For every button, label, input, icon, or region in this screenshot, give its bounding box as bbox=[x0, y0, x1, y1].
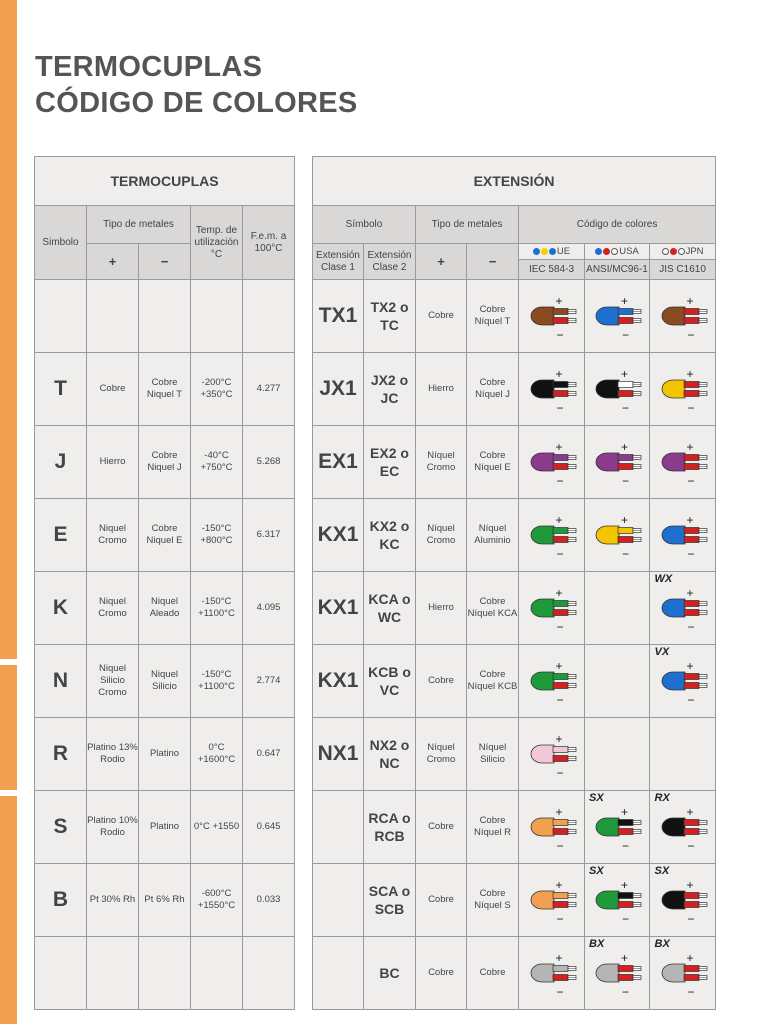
positive-metal-cell: Niquel Cromo bbox=[87, 572, 139, 645]
color-code-cell-jpn bbox=[650, 937, 716, 1010]
temperature-cell: -600°C +1550°C bbox=[191, 864, 243, 937]
cable-type-tag: SX bbox=[654, 865, 670, 877]
positive-sign: + bbox=[686, 951, 694, 965]
class-1-symbol-cell: NX1 bbox=[313, 718, 364, 791]
ext-negative-metal-cell: Cobre Níquel J bbox=[467, 353, 519, 426]
cable-icon bbox=[520, 573, 584, 643]
color-code-cell-usa bbox=[585, 937, 650, 1010]
color-code-cell-ue bbox=[519, 426, 585, 499]
negative-sign: − bbox=[622, 474, 630, 488]
color-code-cell-ue bbox=[519, 937, 585, 1010]
color-code-cell-usa bbox=[585, 426, 650, 499]
legend-usa bbox=[585, 244, 650, 260]
emf-cell: 0.033 bbox=[243, 864, 295, 937]
positive-metal-cell: Pt 30% Rh bbox=[87, 864, 139, 937]
legend-dot-icon bbox=[670, 248, 677, 255]
color-code-cell-jpn bbox=[650, 645, 716, 718]
symbol-cell: E bbox=[35, 499, 87, 572]
positive-sign: + bbox=[555, 367, 563, 381]
thermocouple-table bbox=[34, 156, 295, 1010]
legend-dot-icon bbox=[611, 248, 618, 255]
cable-type-tag: WX bbox=[654, 573, 673, 585]
color-code-cell-jpn bbox=[650, 499, 716, 572]
thermocouple-row bbox=[35, 645, 295, 718]
emf-cell: 4.095 bbox=[243, 572, 295, 645]
col-header-negative: − bbox=[139, 244, 191, 280]
color-code-cell-ue bbox=[519, 572, 585, 645]
negative-metal-cell: Pt 6% Rh bbox=[139, 864, 191, 937]
ext-positive-metal-cell: Cobre bbox=[416, 645, 467, 718]
color-code-cell-jpn bbox=[650, 791, 716, 864]
positive-sign: + bbox=[686, 367, 694, 381]
negative-metal-cell: Niquel Aleado bbox=[139, 572, 191, 645]
negative-sign: − bbox=[556, 547, 564, 561]
thermocouple-row bbox=[35, 791, 295, 864]
cable-type-tag: VX bbox=[654, 646, 670, 658]
ext-positive-metal-cell: Níquel Cromo bbox=[416, 499, 467, 572]
thermocouple-row bbox=[35, 499, 295, 572]
cable-color-sample bbox=[585, 500, 649, 570]
color-code-cell-jpn bbox=[650, 572, 716, 645]
ext-col-header-metal-type: Tipo de metales bbox=[416, 206, 519, 244]
cable-color-sample bbox=[520, 865, 584, 935]
thermocouple-row bbox=[35, 718, 295, 791]
negative-sign: − bbox=[556, 328, 564, 342]
positive-sign: + bbox=[555, 951, 563, 965]
cable-color-sample bbox=[651, 281, 715, 351]
negative-sign: − bbox=[622, 839, 630, 853]
legend-dot-icon bbox=[549, 248, 556, 255]
class-2-symbol-cell: KCA o WC bbox=[364, 572, 416, 645]
legend-dot-icon bbox=[678, 248, 685, 255]
cable-icon bbox=[520, 719, 584, 789]
negative-sign: − bbox=[622, 401, 630, 415]
extension-row bbox=[313, 572, 716, 645]
positive-sign: + bbox=[621, 805, 629, 819]
ext-positive-metal-cell: Níquel Cromo bbox=[416, 426, 467, 499]
negative-metal-cell: Platino bbox=[139, 791, 191, 864]
cable-color-sample bbox=[520, 573, 584, 643]
ext-col-header-color-code: Código de colores bbox=[519, 206, 716, 244]
positive-metal-cell: Platino 10% Rodio bbox=[87, 791, 139, 864]
positive-sign: + bbox=[555, 659, 563, 673]
extension-table bbox=[312, 156, 716, 1010]
positive-sign: + bbox=[621, 513, 629, 527]
positive-sign: + bbox=[686, 586, 694, 600]
negative-sign: − bbox=[687, 985, 695, 999]
negative-sign: − bbox=[556, 401, 564, 415]
class-2-symbol-cell: SCA o SCB bbox=[364, 864, 416, 937]
cable-color-sample bbox=[585, 427, 649, 497]
negative-sign: − bbox=[687, 401, 695, 415]
ext-negative-metal-cell: Cobre Níquel KCB bbox=[467, 645, 519, 718]
cable-type-tag: RX bbox=[654, 792, 670, 804]
negative-metal-cell bbox=[139, 280, 191, 353]
positive-metal-cell bbox=[87, 280, 139, 353]
positive-sign: + bbox=[621, 878, 629, 892]
ext-col-header-symbol: Símbolo bbox=[313, 206, 416, 244]
extension-row bbox=[313, 718, 716, 791]
negative-sign: − bbox=[687, 693, 695, 707]
positive-sign: + bbox=[686, 659, 694, 673]
ext-negative-metal-cell: Níquel Aluminio bbox=[467, 499, 519, 572]
color-code-cell-ue bbox=[519, 718, 585, 791]
symbol-cell: K bbox=[35, 572, 87, 645]
temperature-cell: -200°C +350°C bbox=[191, 353, 243, 426]
col-header-emf: F.e.m. a 100°C bbox=[243, 206, 295, 280]
class-2-symbol-cell: KCB o VC bbox=[364, 645, 416, 718]
color-code-cell-jpn bbox=[650, 718, 716, 791]
symbol-cell: T bbox=[35, 353, 87, 426]
negative-sign: − bbox=[622, 912, 630, 926]
color-code-cell-usa bbox=[585, 864, 650, 937]
thermocouple-row bbox=[35, 353, 295, 426]
color-code-cell-ue bbox=[519, 864, 585, 937]
negative-sign: − bbox=[556, 474, 564, 488]
class-2-symbol-cell: BC bbox=[364, 937, 416, 1010]
positive-sign: + bbox=[555, 732, 563, 746]
cable-color-sample bbox=[520, 281, 584, 351]
cable-color-sample bbox=[520, 792, 584, 862]
standard-iec: IEC 584-3 bbox=[519, 260, 585, 280]
cable-color-sample bbox=[651, 573, 715, 643]
color-code-cell-usa bbox=[585, 572, 650, 645]
positive-sign: + bbox=[555, 440, 563, 454]
emf-cell: 5.268 bbox=[243, 426, 295, 499]
extension-row bbox=[313, 791, 716, 864]
symbol-cell: J bbox=[35, 426, 87, 499]
positive-sign: + bbox=[555, 805, 563, 819]
symbol-cell bbox=[35, 937, 87, 1010]
color-code-cell-ue bbox=[519, 499, 585, 572]
temperature-cell: -40°C +750°C bbox=[191, 426, 243, 499]
side-accent-gap-bottom bbox=[0, 790, 17, 796]
negative-sign: − bbox=[622, 328, 630, 342]
cable-icon bbox=[585, 500, 649, 570]
col-header-metal-type: Tipo de metales bbox=[87, 206, 191, 244]
color-code-cell-usa bbox=[585, 645, 650, 718]
standard-ansi: ANSI/MC96-1 bbox=[585, 260, 650, 280]
extension-row bbox=[313, 426, 716, 499]
class-2-symbol-cell: RCA o RCB bbox=[364, 791, 416, 864]
legend-dot-icon bbox=[541, 248, 548, 255]
temperature-cell: -150°C +800°C bbox=[191, 499, 243, 572]
ext-negative-metal-cell: Cobre Níquel T bbox=[467, 280, 519, 353]
thermocouple-row bbox=[35, 572, 295, 645]
symbol-cell: N bbox=[35, 645, 87, 718]
extension-row bbox=[313, 864, 716, 937]
positive-sign: + bbox=[686, 805, 694, 819]
class-2-symbol-cell: EX2 o EC bbox=[364, 426, 416, 499]
cable-icon bbox=[651, 354, 715, 424]
legend-ue bbox=[519, 244, 585, 260]
ext-col-header-negative: − bbox=[467, 244, 519, 280]
temperature-cell bbox=[191, 280, 243, 353]
cable-icon bbox=[520, 646, 584, 716]
cable-icon bbox=[520, 427, 584, 497]
positive-metal-cell: Niquel Cromo bbox=[87, 499, 139, 572]
negative-sign: − bbox=[622, 547, 630, 561]
cable-color-sample bbox=[585, 938, 649, 1008]
ext-negative-metal-cell: Cobre Níquel S bbox=[467, 864, 519, 937]
class-1-symbol-cell bbox=[313, 937, 364, 1010]
negative-sign: − bbox=[556, 912, 564, 926]
ext-negative-metal-cell: Níquel Silicio bbox=[467, 718, 519, 791]
emf-cell: 2.774 bbox=[243, 645, 295, 718]
color-code-cell-usa bbox=[585, 499, 650, 572]
title-line-1: TERMOCUPLAS bbox=[35, 51, 263, 83]
negative-sign: − bbox=[556, 839, 564, 853]
negative-sign: − bbox=[622, 985, 630, 999]
class-2-symbol-cell: NX2 o NC bbox=[364, 718, 416, 791]
cable-icon bbox=[520, 865, 584, 935]
positive-sign: + bbox=[686, 513, 694, 527]
emf-cell bbox=[243, 280, 295, 353]
symbol-cell: S bbox=[35, 791, 87, 864]
side-accent-bar bbox=[0, 0, 17, 1024]
cable-icon bbox=[520, 354, 584, 424]
color-code-cell-usa bbox=[585, 791, 650, 864]
cable-type-tag: BX bbox=[589, 938, 605, 950]
ext-negative-metal-cell: Cobre Níquel R bbox=[467, 791, 519, 864]
legend-label: JPN bbox=[685, 246, 704, 257]
cable-color-sample bbox=[520, 354, 584, 424]
page-title bbox=[35, 49, 358, 121]
positive-sign: + bbox=[686, 294, 694, 308]
negative-sign: − bbox=[687, 620, 695, 634]
cable-color-sample bbox=[651, 792, 715, 862]
cable-icon bbox=[585, 354, 649, 424]
cable-type-tag: SX bbox=[589, 792, 604, 804]
class-2-symbol-cell: KX2 o KC bbox=[364, 499, 416, 572]
emf-cell: 4.277 bbox=[243, 353, 295, 426]
temperature-cell bbox=[191, 937, 243, 1010]
col-header-symbol: Simbolo bbox=[35, 206, 87, 280]
color-code-cell-ue bbox=[519, 791, 585, 864]
ext-positive-metal-cell: Cobre bbox=[416, 280, 467, 353]
emf-cell: 6.317 bbox=[243, 499, 295, 572]
extension-row bbox=[313, 937, 716, 1010]
thermocouple-row bbox=[35, 937, 295, 1010]
positive-sign: + bbox=[686, 440, 694, 454]
temperature-cell: -150°C +1100°C bbox=[191, 645, 243, 718]
negative-metal-cell: Cobre Niquel E bbox=[139, 499, 191, 572]
cable-icon bbox=[651, 427, 715, 497]
cable-type-tag: SX bbox=[589, 865, 604, 877]
cable-color-sample bbox=[520, 646, 584, 716]
cable-color-sample bbox=[585, 281, 649, 351]
positive-sign: + bbox=[555, 513, 563, 527]
symbol-cell: B bbox=[35, 864, 87, 937]
positive-sign: + bbox=[621, 951, 629, 965]
temperature-cell: 0°C +1600°C bbox=[191, 718, 243, 791]
cable-icon bbox=[585, 281, 649, 351]
color-code-cell-jpn bbox=[650, 353, 716, 426]
thermocouple-table-heading: TERMOCUPLAS bbox=[35, 157, 295, 206]
cable-icon bbox=[520, 792, 584, 862]
ext-positive-metal-cell: Cobre bbox=[416, 791, 467, 864]
col-header-positive: + bbox=[87, 244, 139, 280]
extension-row bbox=[313, 499, 716, 572]
cable-color-sample bbox=[651, 354, 715, 424]
positive-sign: + bbox=[621, 440, 629, 454]
ext-col-header-class-2: Extensión Clase 2 bbox=[364, 244, 416, 280]
extension-row bbox=[313, 353, 716, 426]
negative-metal-cell: Niquel Silicio bbox=[139, 645, 191, 718]
cable-color-sample bbox=[520, 500, 584, 570]
class-1-symbol-cell bbox=[313, 791, 364, 864]
cable-icon bbox=[651, 281, 715, 351]
negative-sign: − bbox=[687, 328, 695, 342]
title-line-2: CÓDIGO DE COLORES bbox=[35, 87, 358, 119]
legend-dot-icon bbox=[603, 248, 610, 255]
cable-icon bbox=[520, 281, 584, 351]
extension-row bbox=[313, 280, 716, 353]
legend-dot-icon bbox=[595, 248, 602, 255]
positive-metal-cell bbox=[87, 937, 139, 1010]
color-code-cell-ue bbox=[519, 280, 585, 353]
positive-sign: + bbox=[621, 367, 629, 381]
ext-positive-metal-cell: Hierro bbox=[416, 572, 467, 645]
negative-sign: − bbox=[687, 547, 695, 561]
positive-sign: + bbox=[555, 294, 563, 308]
color-code-cell-usa bbox=[585, 718, 650, 791]
ext-positive-metal-cell: Níquel Cromo bbox=[416, 718, 467, 791]
positive-metal-cell: Niquel Silicio Cromo bbox=[87, 645, 139, 718]
negative-metal-cell bbox=[139, 937, 191, 1010]
cable-color-sample bbox=[585, 354, 649, 424]
temperature-cell: -150°C +1100°C bbox=[191, 572, 243, 645]
negative-sign: − bbox=[556, 985, 564, 999]
legend-jpn bbox=[650, 244, 716, 260]
legend-label: UE bbox=[556, 246, 571, 257]
class-1-symbol-cell: EX1 bbox=[313, 426, 364, 499]
legend-label: USA bbox=[619, 246, 639, 257]
class-1-symbol-cell bbox=[313, 864, 364, 937]
cable-icon bbox=[585, 427, 649, 497]
class-1-symbol-cell: KX1 bbox=[313, 572, 364, 645]
thermocouple-row bbox=[35, 864, 295, 937]
symbol-cell bbox=[35, 280, 87, 353]
legend-dot-icon bbox=[533, 248, 540, 255]
ext-col-header-class-1: Extensión Clase 1 bbox=[313, 244, 364, 280]
ext-positive-metal-cell: Hierro bbox=[416, 353, 467, 426]
emf-cell: 0.647 bbox=[243, 718, 295, 791]
cable-color-sample bbox=[520, 938, 584, 1008]
cable-color-sample bbox=[520, 719, 584, 789]
color-code-cell-jpn bbox=[650, 864, 716, 937]
standard-jis: JIS C1610 bbox=[650, 260, 716, 280]
cable-type-tag: BX bbox=[654, 938, 670, 950]
ext-positive-metal-cell: Cobre bbox=[416, 937, 467, 1010]
col-header-temperature: Temp. de utilización °C bbox=[191, 206, 243, 280]
negative-sign: − bbox=[687, 839, 695, 853]
cable-color-sample bbox=[651, 427, 715, 497]
class-1-symbol-cell: TX1 bbox=[313, 280, 364, 353]
ext-negative-metal-cell: Cobre Níquel E bbox=[467, 426, 519, 499]
positive-sign: + bbox=[555, 878, 563, 892]
positive-metal-cell: Cobre bbox=[87, 353, 139, 426]
color-code-cell-jpn bbox=[650, 426, 716, 499]
class-1-symbol-cell: JX1 bbox=[313, 353, 364, 426]
thermocouple-row bbox=[35, 426, 295, 499]
cable-color-sample bbox=[585, 865, 649, 935]
extension-table-heading: EXTENSIÓN bbox=[313, 157, 716, 206]
positive-sign: + bbox=[555, 586, 563, 600]
negative-metal-cell: Cobre Niquel J bbox=[139, 426, 191, 499]
negative-sign: − bbox=[687, 474, 695, 488]
cable-icon bbox=[520, 500, 584, 570]
ext-positive-metal-cell: Cobre bbox=[416, 864, 467, 937]
color-code-cell-ue bbox=[519, 645, 585, 718]
color-code-cell-usa bbox=[585, 280, 650, 353]
color-code-cell-ue bbox=[519, 353, 585, 426]
cable-icon bbox=[651, 500, 715, 570]
side-accent-gap-top bbox=[0, 659, 17, 665]
positive-sign: + bbox=[686, 878, 694, 892]
extension-row bbox=[313, 645, 716, 718]
positive-sign: + bbox=[621, 294, 629, 308]
class-2-symbol-cell: JX2 o JC bbox=[364, 353, 416, 426]
cable-color-sample bbox=[651, 500, 715, 570]
positive-metal-cell: Hierro bbox=[87, 426, 139, 499]
negative-metal-cell: Cobre Niquel T bbox=[139, 353, 191, 426]
negative-sign: − bbox=[556, 693, 564, 707]
negative-metal-cell: Platino bbox=[139, 718, 191, 791]
positive-metal-cell: Platino 13% Rodio bbox=[87, 718, 139, 791]
color-code-cell-usa bbox=[585, 353, 650, 426]
cable-icon bbox=[520, 938, 584, 1008]
color-code-cell-jpn bbox=[650, 280, 716, 353]
cable-color-sample bbox=[651, 646, 715, 716]
thermocouple-row bbox=[35, 280, 295, 353]
ext-negative-metal-cell: Cobre Níquel KCA bbox=[467, 572, 519, 645]
negative-sign: − bbox=[556, 620, 564, 634]
class-2-symbol-cell: TX2 o TC bbox=[364, 280, 416, 353]
symbol-cell: R bbox=[35, 718, 87, 791]
legend-dot-icon bbox=[662, 248, 669, 255]
emf-cell: 0.645 bbox=[243, 791, 295, 864]
emf-cell bbox=[243, 937, 295, 1010]
negative-sign: − bbox=[556, 766, 564, 780]
brand-label: UNITERM bbox=[1, 700, 12, 750]
temperature-cell: 0°C +1550 bbox=[191, 791, 243, 864]
cable-color-sample bbox=[651, 938, 715, 1008]
class-1-symbol-cell: KX1 bbox=[313, 645, 364, 718]
cable-color-sample bbox=[520, 427, 584, 497]
cable-color-sample bbox=[585, 792, 649, 862]
negative-sign: − bbox=[687, 912, 695, 926]
ext-negative-metal-cell: Cobre bbox=[467, 937, 519, 1010]
ext-col-header-positive: + bbox=[416, 244, 467, 280]
class-1-symbol-cell: KX1 bbox=[313, 499, 364, 572]
cable-color-sample bbox=[651, 865, 715, 935]
